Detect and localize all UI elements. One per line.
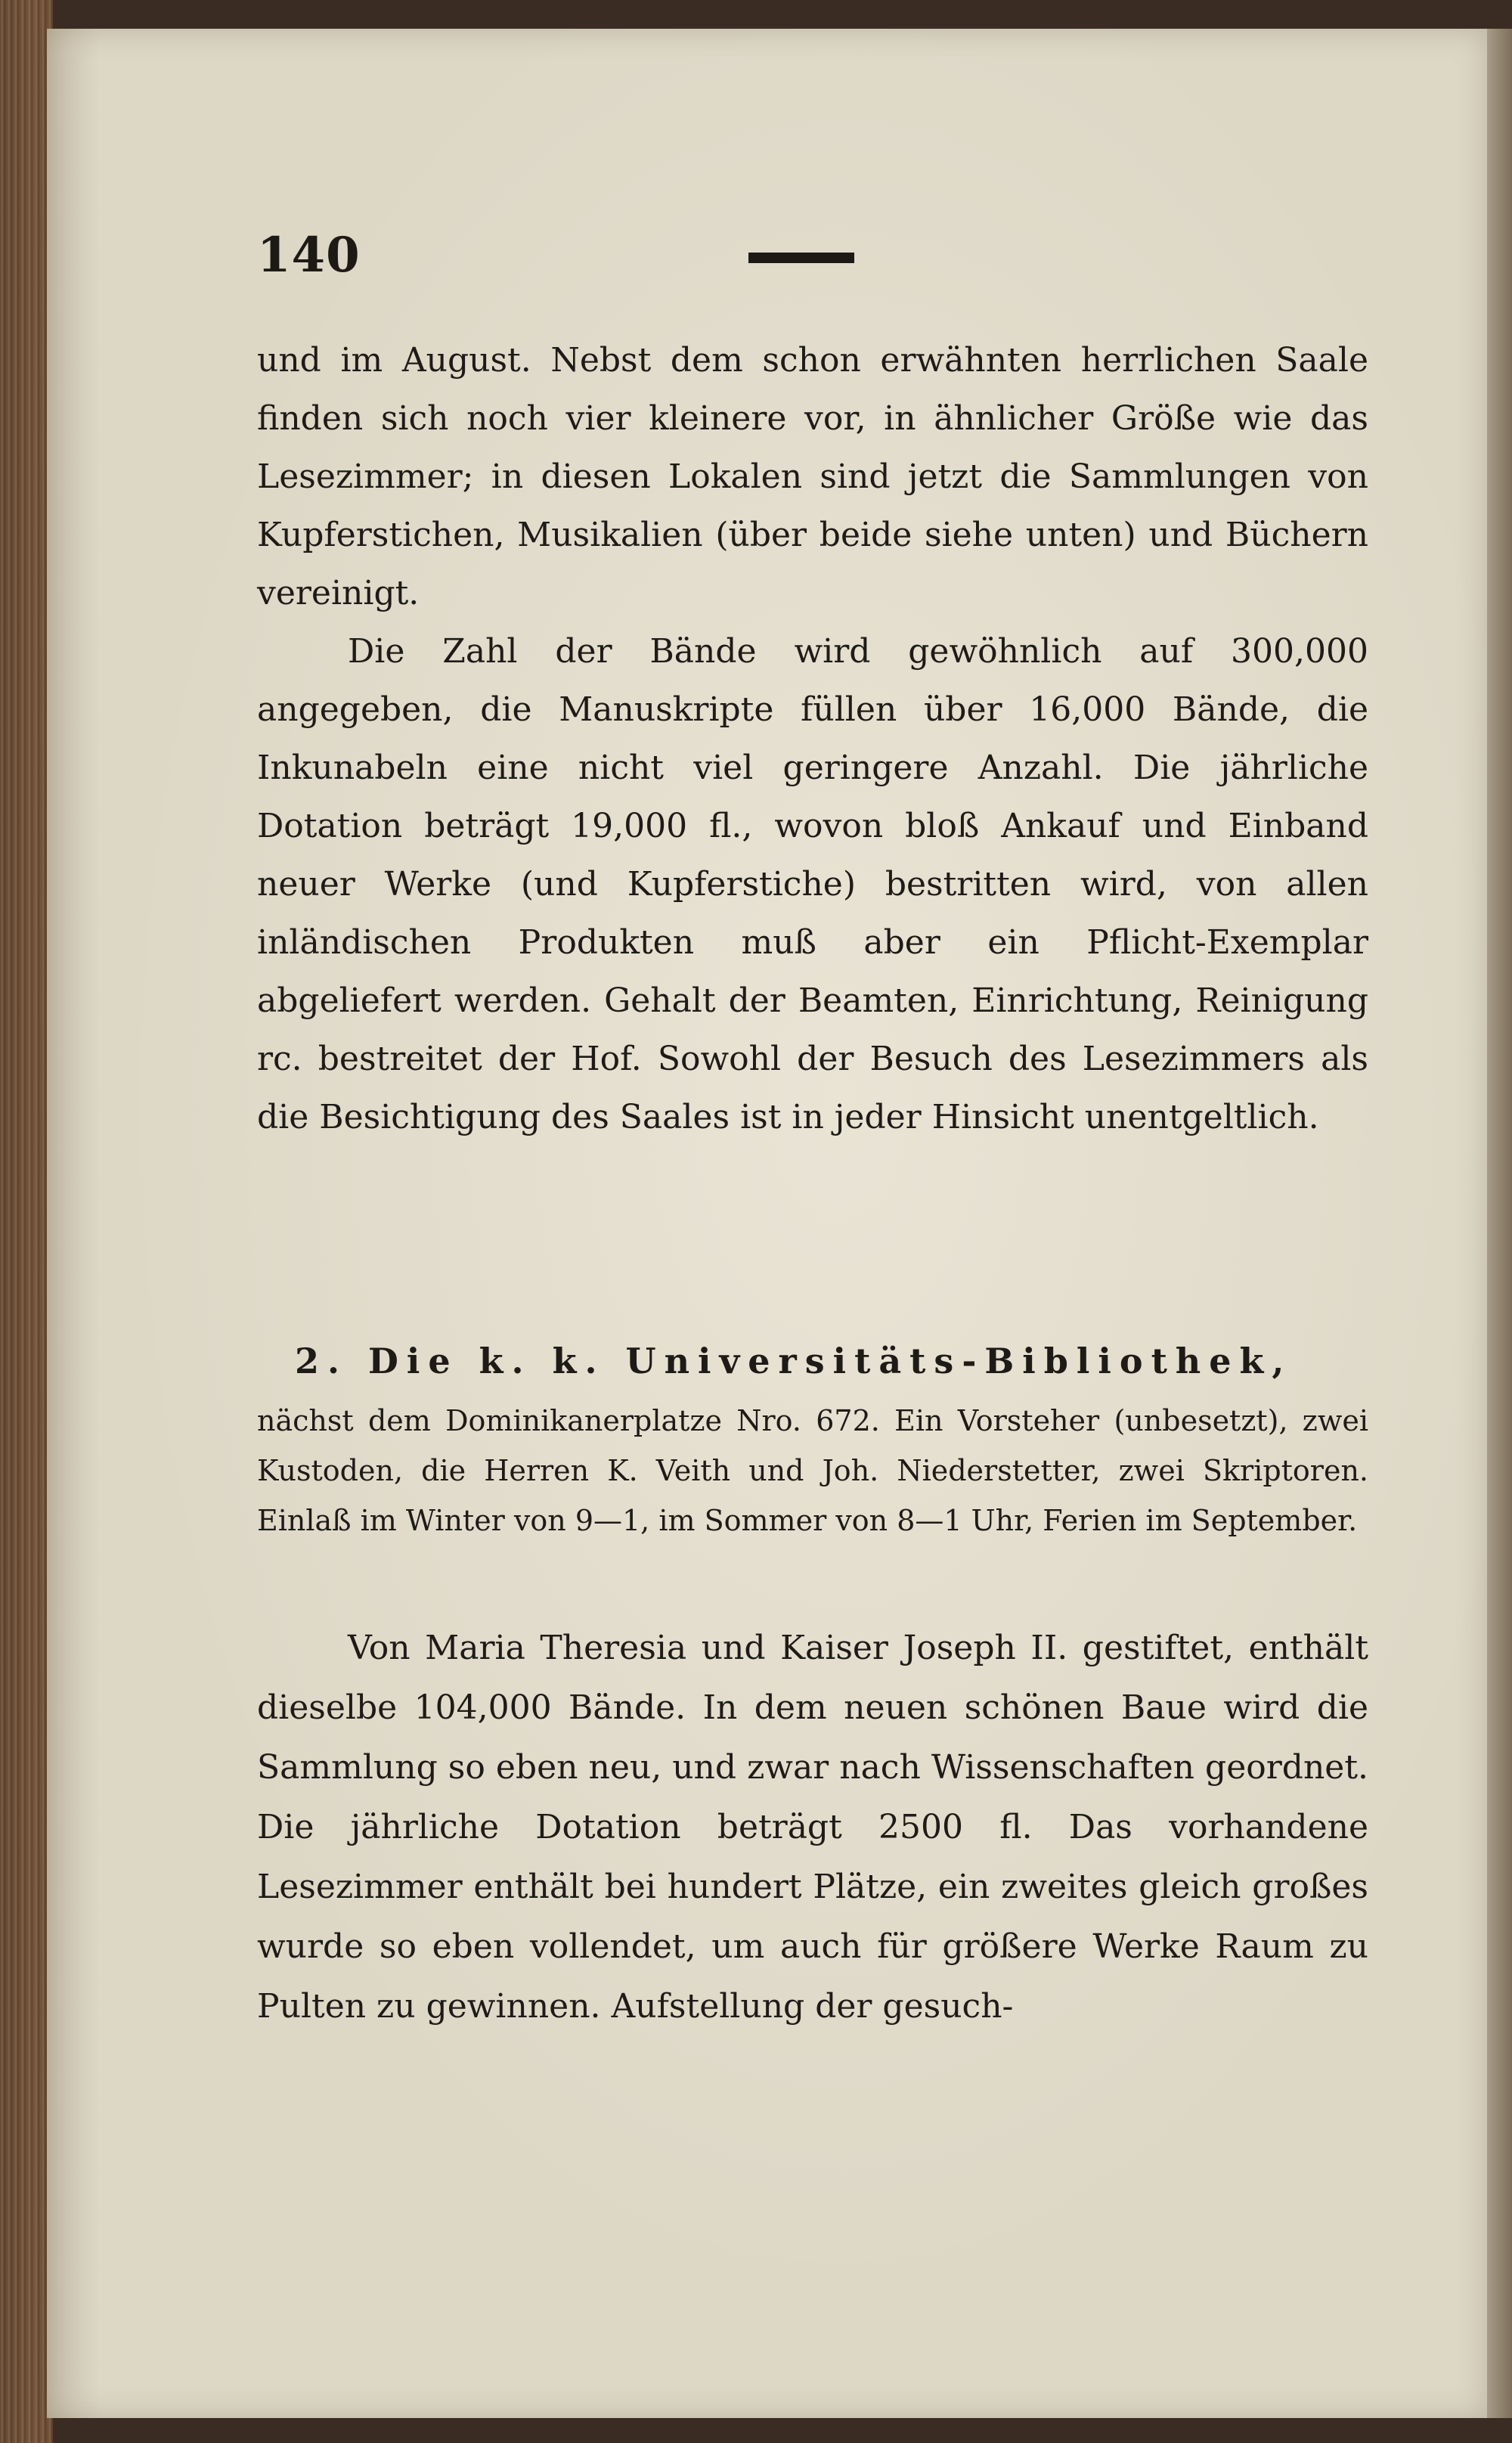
text-block-top [257,331,1368,1146]
paragraph-2: Die Zahl der Bände wird gewöhnlich auf 300,000 angegeben, die Manuskripte füllen über 16,000 Bände, die Inkunabeln eine nicht viel geringere Anzahl. Die jährliche Dotation beträgt 19,000 fl., wovon bloß Ankauf und Einband neuer Werke (und Kupferstiche) bestritten wird, von allen inländischen Produkten muß aber ein Pflicht-Exemplar abgeliefert werden. Gehalt der Beamten, Einrichtung, Reinigung rc. bestreitet der Hof. Sowohl der Besuch des Lesezimmers als die Besichtigung des Saales ist in jeder Hinsicht unentgeltlich. [257,632,1368,1136]
page-number: 140 [257,227,361,284]
paragraph-3: Von Maria Theresia und Kaiser Joseph II. gestiftet, enthält dieselbe 104,000 Bände. In dem neuen schönen Baue wird die Sammlung so eben neu, und zwar nach Wissenschaften geordnet. Die jährliche Dotation beträgt 2500 fl. Das vorhandene Lesezimmer enthält bei hundert Plätze, ein zweites gleich großes wurde so eben vollendet, um auch für größere Werke Raum zu Pulten zu gewinnen. Aufstellung der gesuch- [257,1629,1368,2026]
page-header [257,227,1376,287]
library-entry [257,1331,1368,1545]
text-block-bottom [257,1618,1368,2036]
entry-heading: 2. Die k. k. Universitäts-Bibliothek, [295,1341,1293,1381]
paragraph-1: und im August. Nebst dem schon erwähnten herrlichen Saale finden sich noch vier kleinere vor, in ähnlicher Größe wie das Lesezimmer; in diesen Lokalen sind jetzt die Sammlungen von Kupferstichen, Musikalien (über beide siehe unten) und Büchern vereinigt. [257,341,1368,612]
header-rule [748,253,854,263]
page-edge [1487,29,1512,2418]
entry-details: nächst dem Dominikanerplatze Nro. 672. Ein Vorsteher (unbesetzt), zwei Kustoden, die Herren K. Veith und Joh. Niederstetter, zwei Skriptoren. Einlaß im Winter von 9—1, im Sommer von 8—1 Uhr, Ferien im September. [257,1404,1368,1537]
book-binding [0,0,53,2443]
